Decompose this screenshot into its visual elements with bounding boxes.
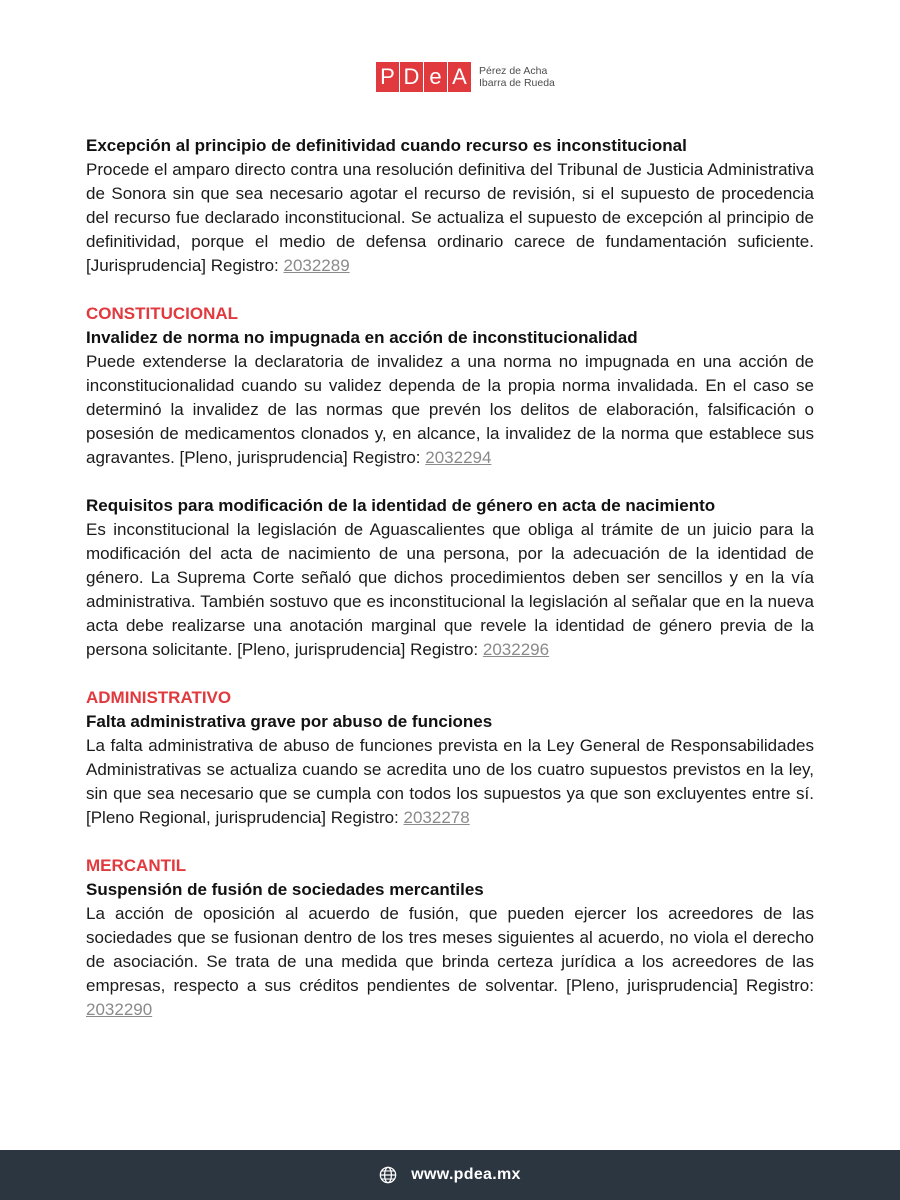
logo-letter: D <box>400 62 423 92</box>
logo-firm-names <box>479 65 555 89</box>
section-heading: ADMINISTRATIVO <box>86 688 232 707</box>
section-constitucional <box>86 302 814 662</box>
entry <box>86 326 814 470</box>
section-mercantil <box>86 854 814 1022</box>
entry-title: Suspensión de fusión de sociedades mercantiles <box>86 880 484 899</box>
section-heading: CONSTITUCIONAL <box>86 304 239 323</box>
registro-link[interactable]: 2032296 <box>482 640 550 659</box>
registro-link[interactable]: 2032289 <box>283 256 350 275</box>
section-administrativo <box>86 686 814 830</box>
entry <box>86 878 814 1022</box>
entry-body-text: Es inconstitucional la legislación de Aguascalientes que obliga al trámite de un juicio para la modificación del acta de nacimiento de una persona, por la adecuación de la identidad de género. La Suprema Corte señaló que dichos procedimientos deben ser sencillos y en la vía administrativa. También sostuvo que es inconstitucional la legislación al señalar que en la nueva acta debe realizarse una anotación marginal que revele la identidad de género previa de la persona solicitante. [Pleno, jurisprudencia] Registro: <box>86 520 814 659</box>
entry-body <box>86 902 814 1022</box>
logo-letter: e <box>424 62 447 92</box>
entry-body <box>86 350 814 470</box>
entry-body-text: La falta administrativa de abuso de funciones prevista en la Ley General de Responsabilidades Administrativas se actualiza cuando se acredita uno de los cuatro supuestos previstos en la ley, sin que sea necesario que se cumpla con todos los supuestos ya que son excluyentes entre sí. [Pleno Regional, jurisprudencia] Registro: <box>86 736 814 827</box>
logo-letter: P <box>376 62 399 92</box>
entry-title: Invalidez de norma no impugnada en acción de inconstitucionalidad <box>86 328 638 347</box>
entry-body-text: Procede el amparo directo contra una resolución definitiva del Tribunal de Justicia Administrativa de Sonora sin que sea necesario agotar el recurso de revisión, si el supuesto de procedencia del recurso fue declarado inconstitucional. Se actualiza el supuesto de excepción al principio de definitividad, porque el medio de defensa ordinario carece de fundamentación suficiente. [Jurisprudencia] Registro: <box>86 160 814 275</box>
logo-mark <box>376 62 472 92</box>
entry <box>86 494 814 662</box>
entry <box>86 134 814 278</box>
document-content <box>86 134 814 1022</box>
footer-bar <box>0 1150 900 1200</box>
entry-title: Excepción al principio de definitividad cuando recurso es inconstitucional <box>86 136 687 155</box>
logo-firm-name-line1: Pérez de Acha <box>479 65 548 77</box>
entry <box>86 710 814 830</box>
logo-letter: A <box>448 62 471 92</box>
registro-link[interactable]: 2032294 <box>425 448 492 467</box>
entry-body <box>86 734 814 830</box>
entry-title: Requisitos para modificación de la identidad de género en acta de nacimiento <box>86 496 716 515</box>
website-link[interactable]: www.pdea.mx <box>411 1166 521 1183</box>
pdea-logo <box>376 62 555 92</box>
registro-link[interactable]: 2032290 <box>86 1000 153 1019</box>
registro-link[interactable]: 2032278 <box>403 808 470 827</box>
globe-icon <box>379 1166 397 1184</box>
entry-body <box>86 518 814 662</box>
section-heading: MERCANTIL <box>86 856 187 875</box>
entry-title: Falta administrativa grave por abuso de funciones <box>86 712 493 731</box>
entry-body-text: La acción de oposición al acuerdo de fusión, que pueden ejercer los acreedores de las sociedades que se fusionan dentro de los tres meses siguientes al acuerdo, no viola el derecho de asociación. Se trata de una medida que brinda certeza jurídica a los acreedores de las empresas, respecto a sus créditos pendientes de solventar. [Pleno, jurisprudencia] Registro: <box>86 904 814 995</box>
entry-body <box>86 158 814 278</box>
logo-firm-name-line2: Ibarra de Rueda <box>479 77 555 89</box>
entry-body-text: Puede extenderse la declaratoria de invalidez a una norma no impugnada en una acción de inconstitucionalidad cuando su validez dependa de la propia norma invalidada. En el caso se determinó la invalidez de las normas que prevén los delitos de elaboración, falsificación o posesión de medicamentos clonados y, en alcance, la invalidez de la norma que establece sus agravantes. [Pleno, jurisprudencia] Registro: <box>86 352 814 467</box>
